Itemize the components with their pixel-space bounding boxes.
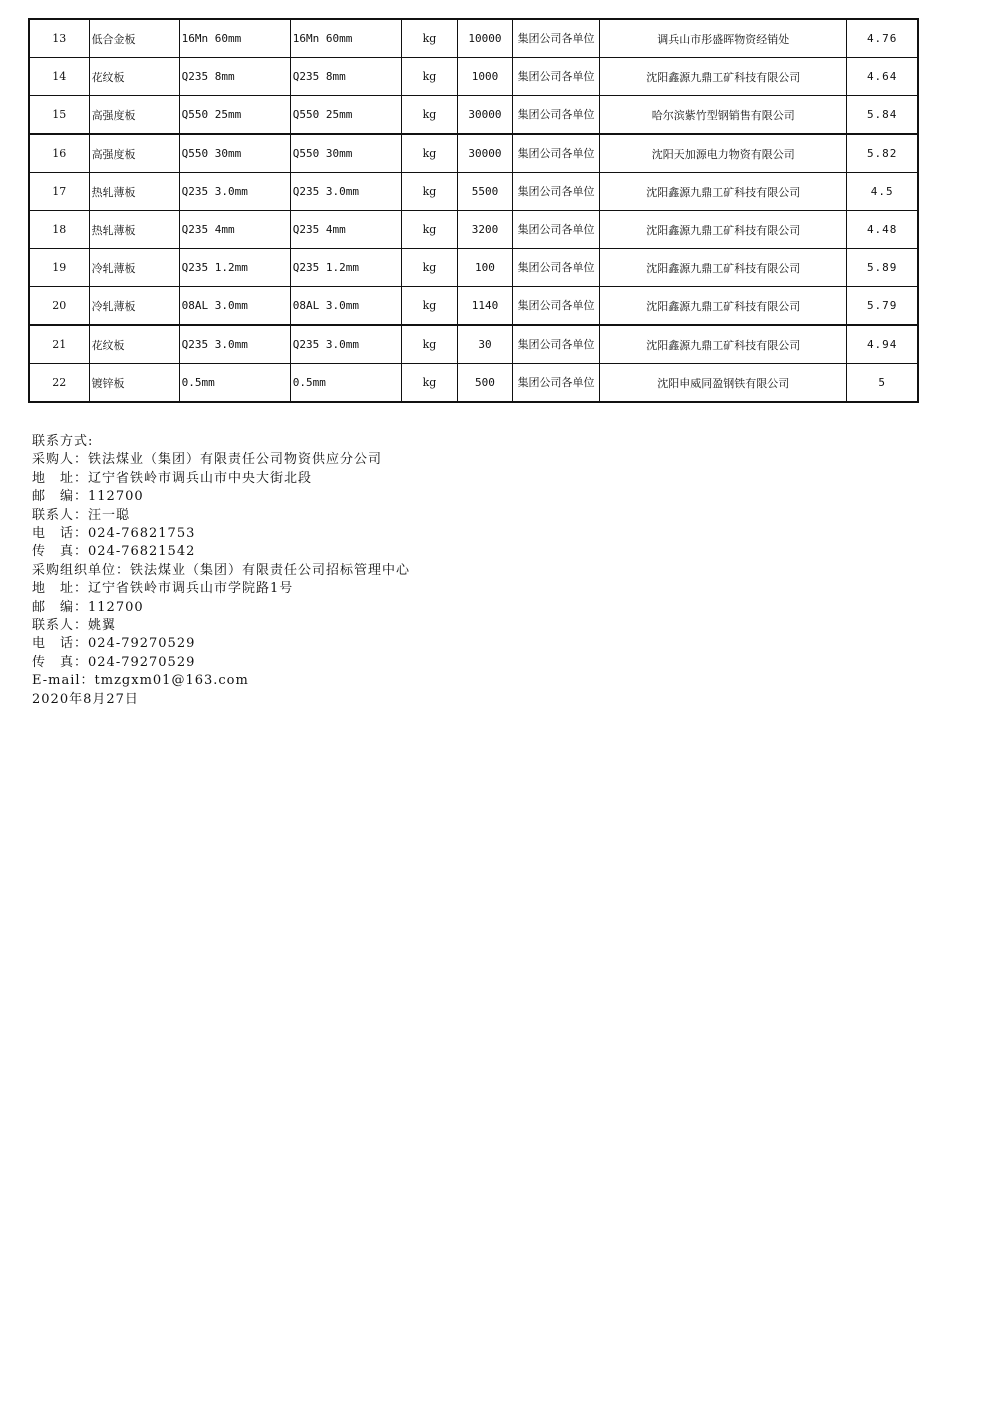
- item-quantity: 1000: [457, 58, 512, 96]
- table-row: [29, 19, 918, 58]
- agency-contact-person: 联系人：姚翼: [32, 618, 117, 634]
- item-unit: kg: [401, 96, 457, 135]
- item-model: Q235 8mm: [290, 58, 401, 96]
- item-quantity: 5500: [457, 173, 512, 211]
- item-unit-price: 4.5: [847, 173, 918, 211]
- item-unit: kg: [401, 287, 457, 326]
- item-model: Q550 25mm: [290, 96, 401, 135]
- item-spec: Q235 1.2mm: [179, 249, 290, 287]
- agency-name: 采购组织单位：铁法煤业（集团）有限责任公司招标管理中心: [32, 562, 411, 578]
- item-unit-price: 5.84: [847, 96, 918, 135]
- item-supplier: 沈阳鑫源九鼎工矿科技有限公司: [600, 249, 847, 287]
- contact-heading: 联系方式:: [32, 434, 94, 449]
- item-model: Q235 3.0mm: [290, 173, 401, 211]
- item-supplier: 沈阳天加源电力物资有限公司: [600, 134, 847, 173]
- item-unit: kg: [401, 211, 457, 249]
- item-model: Q235 3.0mm: [290, 325, 401, 364]
- table-row: [29, 364, 918, 403]
- item-quantity: 100: [457, 249, 512, 287]
- item-name: 花纹板: [89, 58, 179, 96]
- item-department: 集团公司各单位: [513, 134, 600, 173]
- item-supplier: 沈阳鑫源九鼎工矿科技有限公司: [600, 211, 847, 249]
- item-model: 0.5mm: [290, 364, 401, 403]
- agency-fax: 传 真：024-79270529: [32, 654, 196, 670]
- item-name: 热轧薄板: [89, 173, 179, 211]
- item-supplier: 调兵山市彤盛晖物资经销处: [600, 19, 847, 58]
- item-department: 集团公司各单位: [513, 58, 600, 96]
- buyer-address: 地 址：辽宁省铁岭市调兵山市中央大街北段: [32, 470, 313, 486]
- item-quantity: 1140: [457, 287, 512, 326]
- item-department: 集团公司各单位: [513, 211, 600, 249]
- item-unit-price: 4.64: [847, 58, 918, 96]
- item-model: Q550 30mm: [290, 134, 401, 173]
- notice-date: 2020年8月27日: [32, 691, 139, 707]
- item-department: 集团公司各单位: [513, 325, 600, 364]
- item-spec: Q235 4mm: [179, 211, 290, 249]
- item-unit: kg: [401, 173, 457, 211]
- item-unit-price: 4.76: [847, 19, 918, 58]
- item-name: 冷轧薄板: [89, 249, 179, 287]
- table-row: [29, 325, 918, 364]
- item-spec: 0.5mm: [179, 364, 290, 403]
- item-model: Q235 1.2mm: [290, 249, 401, 287]
- item-unit: kg: [401, 249, 457, 287]
- item-name: 镀锌板: [89, 364, 179, 403]
- item-spec: 08AL 3.0mm: [179, 287, 290, 326]
- item-spec: Q550 25mm: [179, 96, 290, 135]
- contact-info: [32, 433, 410, 709]
- row-number: 14: [29, 58, 89, 96]
- agency-postcode: 邮 编：112700: [32, 599, 144, 615]
- row-number: 15: [29, 96, 89, 135]
- row-number: 19: [29, 249, 89, 287]
- item-department: 集团公司各单位: [513, 364, 600, 403]
- item-supplier: 哈尔滨紫竹型钢销售有限公司: [600, 96, 847, 135]
- table-row: [29, 249, 918, 287]
- table-row: [29, 211, 918, 249]
- buyer-name: 采购人：铁法煤业（集团）有限责任公司物资供应分公司: [32, 452, 383, 468]
- item-unit: kg: [401, 134, 457, 173]
- row-number: 16: [29, 134, 89, 173]
- item-department: 集团公司各单位: [513, 287, 600, 326]
- item-name: 热轧薄板: [89, 211, 179, 249]
- item-unit-price: 5.82: [847, 134, 918, 173]
- item-unit-price: 4.48: [847, 211, 918, 249]
- item-department: 集团公司各单位: [513, 249, 600, 287]
- item-name: 花纹板: [89, 325, 179, 364]
- buyer-fax: 传 真：024-76821542: [32, 544, 196, 560]
- buyer-phone: 电 话：024-76821753: [32, 526, 196, 542]
- item-unit-price: 5.89: [847, 249, 918, 287]
- item-quantity: 3200: [457, 211, 512, 249]
- agency-phone: 电 话：024-79270529: [32, 636, 196, 652]
- table-row: [29, 173, 918, 211]
- item-supplier: 沈阳鑫源九鼎工矿科技有限公司: [600, 58, 847, 96]
- items-table-body: [29, 19, 918, 402]
- item-supplier: 沈阳鑫源九鼎工矿科技有限公司: [600, 287, 847, 326]
- item-supplier: 沈阳鑫源九鼎工矿科技有限公司: [600, 325, 847, 364]
- item-supplier: 沈阳鑫源九鼎工矿科技有限公司: [600, 173, 847, 211]
- buyer-postcode: 邮 编：112700: [32, 489, 144, 505]
- item-name: 高强度板: [89, 134, 179, 173]
- item-spec: 16Mn 60mm: [179, 19, 290, 58]
- agency-address: 地 址：辽宁省铁岭市调兵山市学院路1号: [32, 581, 294, 597]
- item-spec: Q235 3.0mm: [179, 325, 290, 364]
- item-spec: Q550 30mm: [179, 134, 290, 173]
- row-number: 20: [29, 287, 89, 326]
- item-quantity: 30000: [457, 96, 512, 135]
- item-department: 集团公司各单位: [513, 19, 600, 58]
- item-unit: kg: [401, 364, 457, 403]
- contact-email: E-mail：tmzgxm01@163.com: [32, 673, 249, 689]
- table-row: [29, 58, 918, 96]
- item-spec: Q235 8mm: [179, 58, 290, 96]
- item-unit-price: 4.94: [847, 325, 918, 364]
- row-number: 21: [29, 325, 89, 364]
- buyer-contact-person: 联系人：汪一聪: [32, 507, 131, 523]
- item-quantity: 30: [457, 325, 512, 364]
- items-table: [28, 18, 919, 403]
- item-unit-price: 5: [847, 364, 918, 403]
- item-name: 低合金板: [89, 19, 179, 58]
- item-unit-price: 5.79: [847, 287, 918, 326]
- item-unit: kg: [401, 58, 457, 96]
- row-number: 13: [29, 19, 89, 58]
- item-unit: kg: [401, 325, 457, 364]
- item-model: 08AL 3.0mm: [290, 287, 401, 326]
- table-row: [29, 96, 918, 135]
- table-row: [29, 134, 918, 173]
- item-model: Q235 4mm: [290, 211, 401, 249]
- row-number: 18: [29, 211, 89, 249]
- item-department: 集团公司各单位: [513, 173, 600, 211]
- item-supplier: 沈阳申威同盈钢铁有限公司: [600, 364, 847, 403]
- item-quantity: 500: [457, 364, 512, 403]
- item-name: 高强度板: [89, 96, 179, 135]
- item-department: 集团公司各单位: [513, 96, 600, 135]
- table-row: [29, 287, 918, 326]
- item-spec: Q235 3.0mm: [179, 173, 290, 211]
- item-unit: kg: [401, 19, 457, 58]
- item-name: 冷轧薄板: [89, 287, 179, 326]
- row-number: 22: [29, 364, 89, 403]
- item-quantity: 10000: [457, 19, 512, 58]
- item-model: 16Mn 60mm: [290, 19, 401, 58]
- row-number: 17: [29, 173, 89, 211]
- item-quantity: 30000: [457, 134, 512, 173]
